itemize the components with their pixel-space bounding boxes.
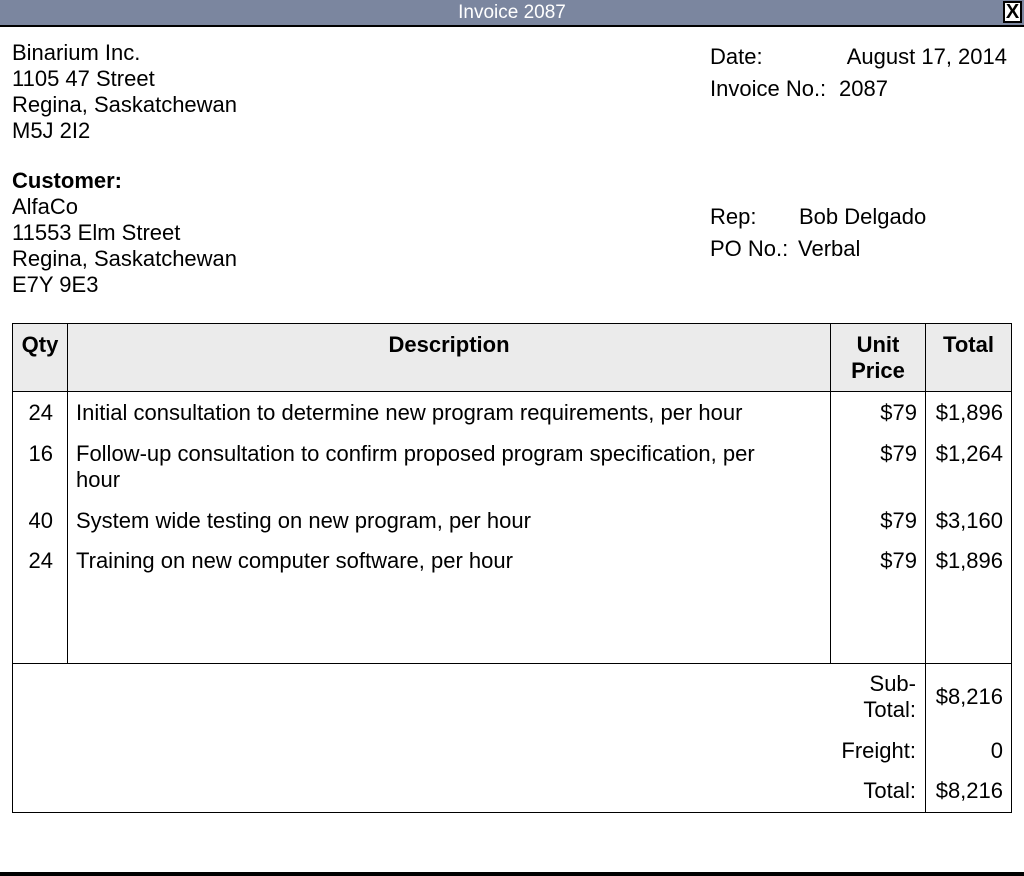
company-postal: M5J 2I2 bbox=[12, 118, 91, 143]
row-description-cont: hour bbox=[76, 467, 121, 492]
po-number-label: PO No.: bbox=[710, 236, 789, 261]
row-qty: 24 bbox=[28, 548, 53, 573]
company-name: Binarium Inc. bbox=[12, 40, 141, 65]
header-qty: Qty bbox=[21, 332, 59, 357]
window-titlebar bbox=[0, 0, 1024, 27]
customer-street: 11553 Elm Street bbox=[12, 220, 181, 245]
customer-city: Regina, Saskatchewan bbox=[12, 246, 238, 271]
row-description: System wide testing on new program, per hour bbox=[76, 508, 531, 533]
customer-name: AlfaCo bbox=[12, 194, 79, 219]
row-qty: 24 bbox=[28, 400, 53, 425]
subtotal-label-line2: Total: bbox=[863, 697, 916, 722]
header-unit-price-line2: Price bbox=[851, 358, 905, 383]
freight-value: 0 bbox=[990, 738, 1003, 763]
bottom-border bbox=[0, 872, 1024, 876]
header-unit-price bbox=[831, 332, 925, 384]
row-qty: 16 bbox=[28, 441, 53, 466]
invoice-number-value: 2087 bbox=[839, 76, 888, 101]
header-description: Description bbox=[388, 332, 510, 357]
header-unit-price-line1: Unit bbox=[856, 332, 900, 357]
company-city: Regina, Saskatchewan bbox=[12, 92, 238, 117]
total-label: Total: bbox=[863, 778, 916, 803]
po-number-value: Verbal bbox=[798, 236, 861, 261]
row-unit-price: $79 bbox=[880, 441, 917, 466]
row-total: $1,264 bbox=[935, 441, 1003, 466]
row-description: Training on new computer software, per hour bbox=[76, 548, 513, 573]
row-total: $1,896 bbox=[935, 400, 1003, 425]
total-value: $8,216 bbox=[935, 778, 1003, 803]
row-unit-price: $79 bbox=[880, 508, 917, 533]
row-qty: 40 bbox=[28, 508, 53, 533]
subtotal-value: $8,216 bbox=[935, 684, 1003, 709]
customer-postal: E7Y 9E3 bbox=[12, 272, 99, 297]
close-button[interactable]: X bbox=[1003, 1, 1022, 23]
date-value: August 17, 2014 bbox=[846, 44, 1007, 69]
date-label: Date: bbox=[710, 44, 763, 69]
customer-heading: Customer: bbox=[12, 168, 123, 193]
subtotal-label bbox=[713, 671, 916, 723]
row-description: Follow-up consultation to confirm proposed program specification, per bbox=[76, 441, 755, 466]
row-unit-price: $79 bbox=[880, 548, 917, 573]
freight-label: Freight: bbox=[841, 738, 916, 763]
row-total: $3,160 bbox=[935, 508, 1003, 533]
rep-value: Bob Delgado bbox=[799, 204, 927, 229]
rep-label: Rep: bbox=[710, 204, 757, 229]
line-items-table bbox=[12, 323, 1012, 813]
row-total: $1,896 bbox=[935, 548, 1003, 573]
row-description: Initial consultation to determine new program requirements, per hour bbox=[76, 400, 743, 425]
row-unit-price: $79 bbox=[880, 400, 917, 425]
window-title: Invoice 2087 bbox=[458, 2, 566, 23]
header-total: Total bbox=[943, 332, 994, 357]
company-street: 1105 47 Street bbox=[12, 66, 155, 91]
invoice-number-label: Invoice No.: bbox=[710, 76, 827, 101]
subtotal-label-line1: Sub- bbox=[869, 671, 916, 696]
